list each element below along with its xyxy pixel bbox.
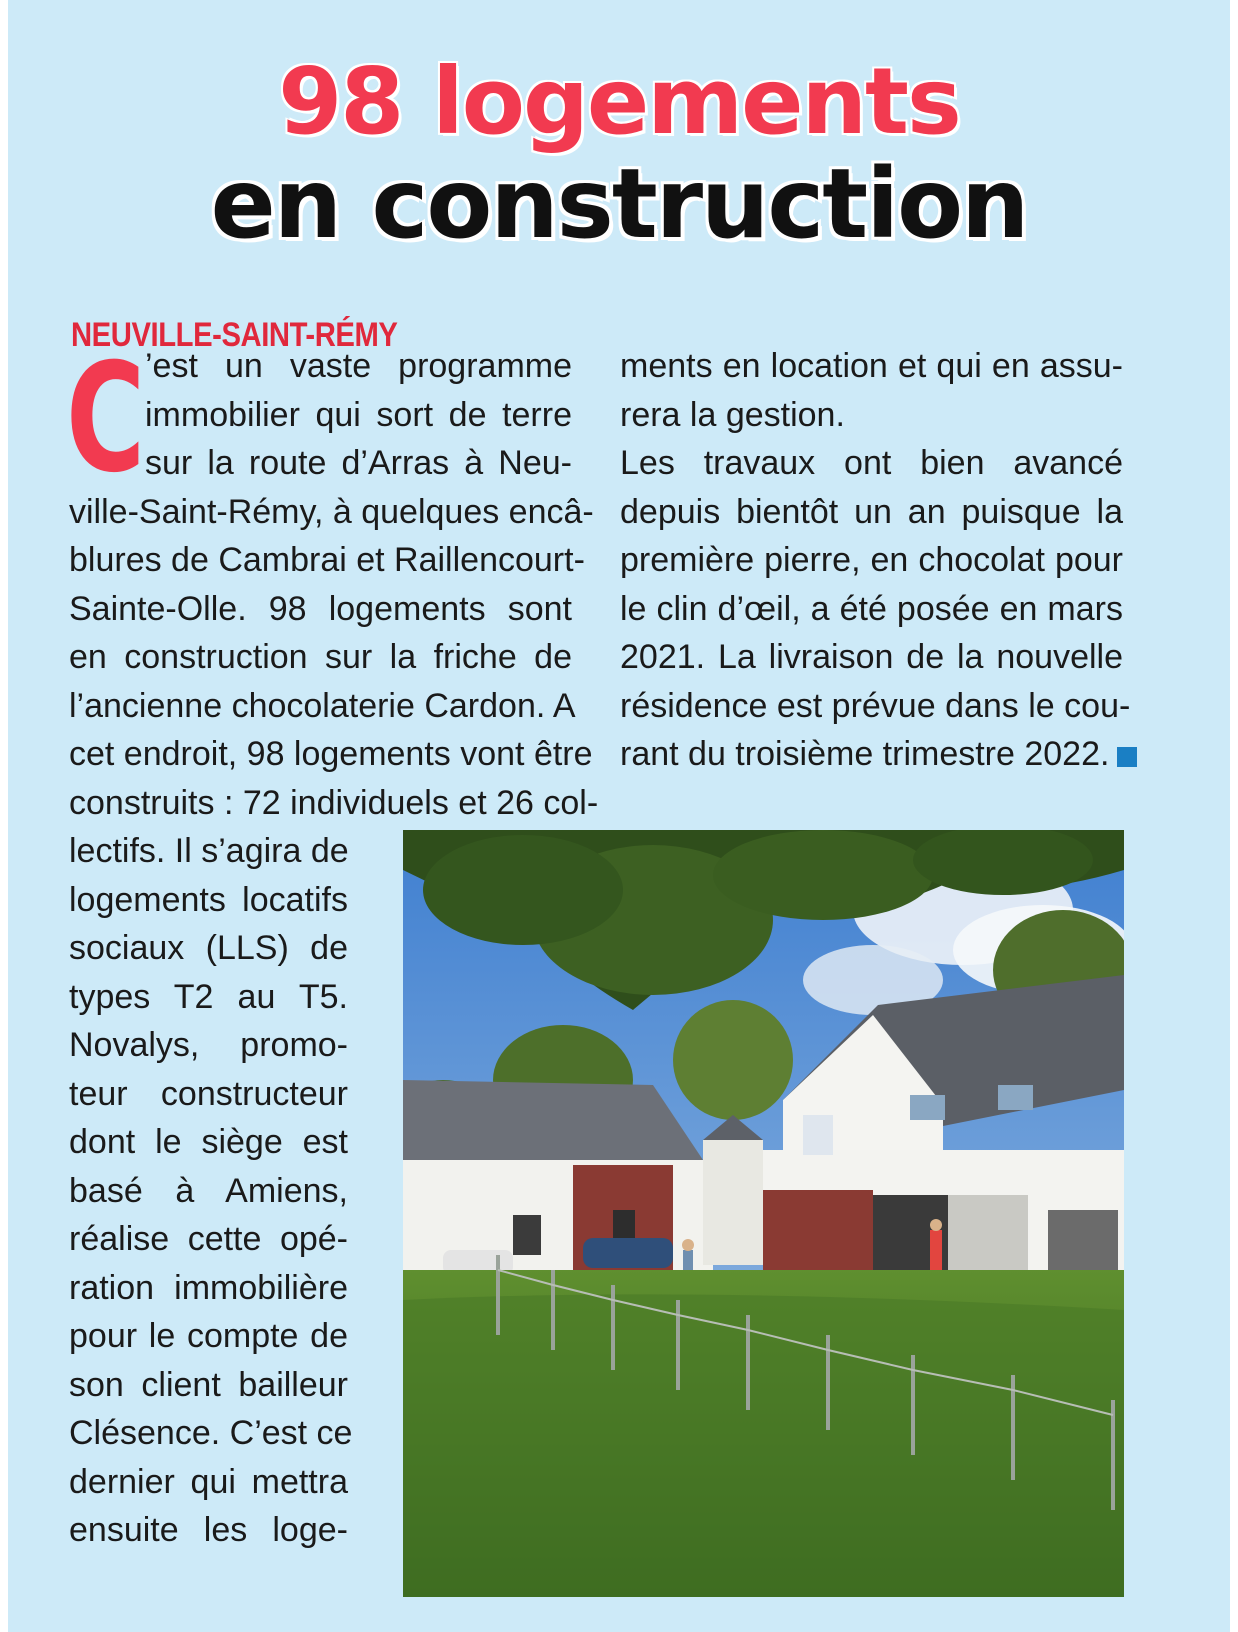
text-line-last (620, 730, 1123, 779)
text-line: logements locatifs (69, 880, 348, 919)
text-line: en construction sur la friche de (69, 638, 572, 676)
text-line: ments en location et qui en assu- (620, 347, 1123, 385)
text-line: Les travaux ont bien avancé (620, 444, 1123, 482)
text-line: ration immobilière (69, 1268, 348, 1307)
text-line: Novalys, promo- (69, 1026, 348, 1064)
residence-illustration (403, 830, 1124, 1597)
text-line: sociaux (LLS) de (69, 929, 348, 967)
text-line: pour le compte de (69, 1317, 348, 1355)
text-line: depuis bientôt un an puisque la (620, 492, 1123, 531)
text-line: types T2 au T5. (69, 977, 348, 1016)
text-line: immobilier qui sort de terre (145, 395, 572, 434)
text-line: l’ancienne chocolaterie Cardon. A (69, 686, 576, 725)
text-line: première pierre, en chocolat pour (620, 541, 1123, 579)
text-line: le clin d’œil, a été posée en mars (620, 589, 1123, 628)
end-of-article-mark (1117, 747, 1137, 767)
text-line: dont le siège est (69, 1123, 348, 1161)
text-line: teur constructeur (69, 1074, 348, 1113)
text-line: blures de Cambrai et Raillencourt- (69, 541, 585, 579)
column-2 (620, 342, 1131, 779)
residence-rendering-image (403, 830, 1124, 1597)
text-line: ville-Saint-Rémy, à quelques encâ- (69, 492, 594, 531)
text-line: basé à Amiens, (69, 1171, 348, 1210)
text-line: sur la route d’Arras à Neu- (145, 444, 572, 482)
text-line-end: rant du troisième trimestre 2022. (620, 735, 1110, 773)
text-line: réalise cette opé- (69, 1220, 348, 1258)
text-line: résidence est prévue dans le cou- (620, 686, 1131, 725)
text-line: ’est un vaste programme (145, 347, 572, 385)
text-line: Clésence. C’est ce (69, 1414, 353, 1452)
headline-line-2: en construction (210, 148, 1028, 260)
text-line: ensuite les loge- (69, 1511, 348, 1549)
text-line: 2021. La livraison de la nouvelle (620, 638, 1123, 676)
text-line: cet endroit, 98 logements vont être (69, 735, 593, 773)
column-1-narrow (69, 827, 353, 1555)
drop-cap: C (66, 332, 146, 506)
headline-line-1: 98 logements (278, 48, 960, 155)
column-1-top (69, 342, 599, 827)
text-line: son client bailleur (69, 1365, 348, 1404)
text-line: lectifs. Il s’agira de (69, 832, 349, 870)
text-line: rera la gestion. (620, 395, 845, 434)
text-line: construits : 72 individuels et 26 col- (69, 783, 599, 822)
text-line: Sainte-Olle. 98 logements sont (69, 589, 572, 628)
location-kicker: NEUVILLE-SAINT-RÉMY (71, 316, 398, 354)
text-line: dernier qui mettra (69, 1462, 348, 1501)
